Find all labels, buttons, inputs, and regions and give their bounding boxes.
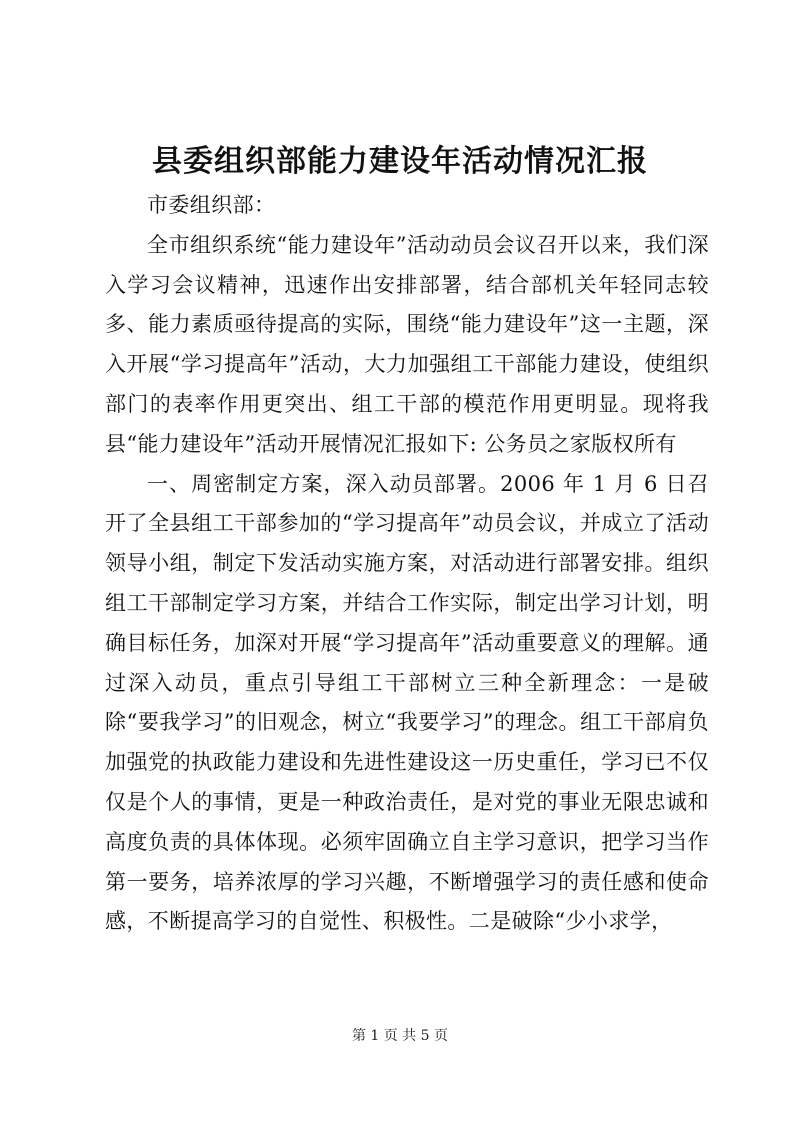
paragraph-intro: 全市组织系统“能力建设年”活动动员会议召开以来，我们深入学习会议精神，迅速作出安排部署，结合部机关年轻同志较多、能力素质亟待提高的实际，围绕“能力建设年”这一主题，深入开展“学习提高年”活动，大力加强组工干部能力建设，使组织部门的表率作用更突出、组工干部的模范作用更明显。现将我县“能力建设年”活动开展情况汇报如下: 公务员之家版权所有 bbox=[105, 232, 709, 456]
page-footer: 第 1 页 共 5 页 bbox=[351, 1028, 449, 1044]
document-title: 县委组织部能力建设年活动情况汇报 bbox=[152, 144, 648, 179]
document-body bbox=[105, 186, 709, 942]
salutation: 市委组织部： bbox=[147, 193, 276, 217]
paragraph-section-one: 一、周密制定方案，深入动员部署。2006 年 1 月 6 日召开了全县组工干部参加的“学习提高年”动员会议，并成立了活动领导小组，制定下发活动实施方案，对活动进行部署安排。组织组工干部制定学习方案，并结合工作实际，制定出学习计划，明确目标任务，加深对开展“学习提高年”活动重要意义的理解。通过深入动员，重点引导组工干部树立三种全新理念：一是破除“要我学习”的旧观念，树立“我要学习”的理念。组工干部肩负加强党的执政能力建设和先进性建设这一历史重任，学习已不仅仅是个人的事情，更是一种政治责任，是对党的事业无限忠诚和高度负责的具体体现。必须牢固确立自主学习意识，把学习当作第一要务，培养浓厚的学习兴趣，不断增强学习的责任感和使命感，不断提高学习的自觉性、积极性。二是破除“少小求学， bbox=[105, 471, 709, 934]
